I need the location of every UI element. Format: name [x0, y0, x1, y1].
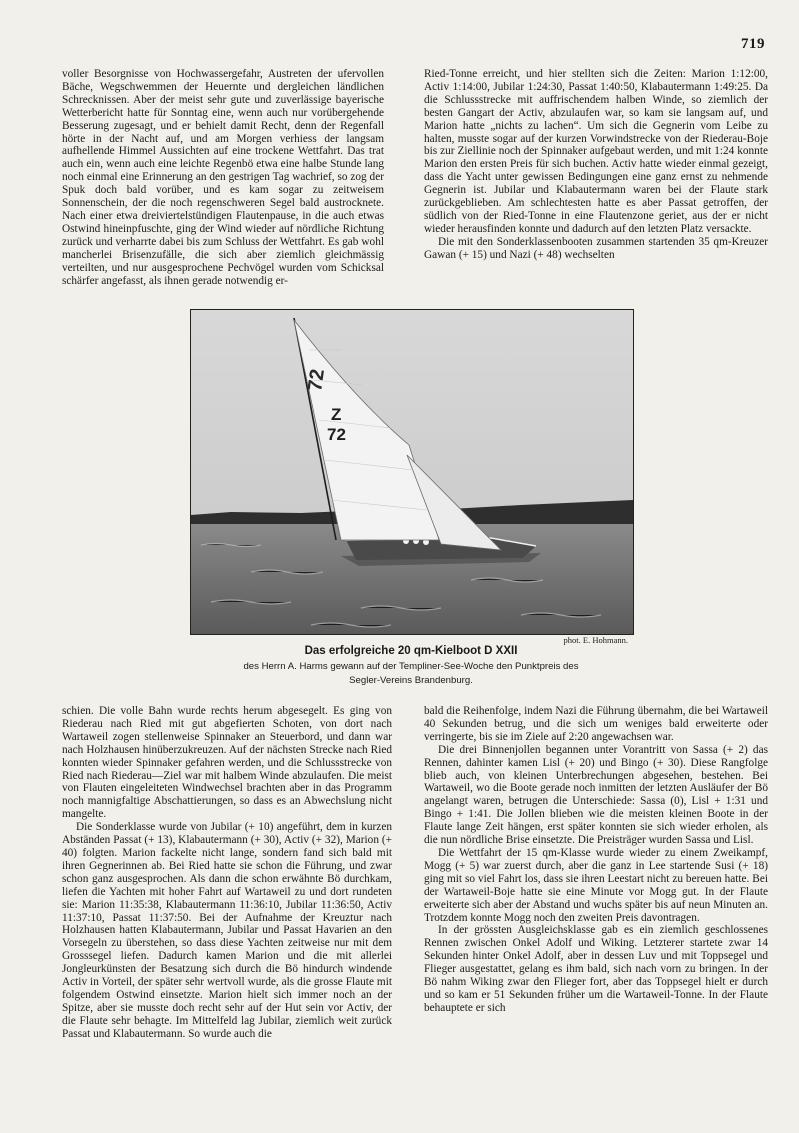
text-column-bottom-left [62, 705, 392, 1041]
caption-title: Das erfolgreiche 20 qm-Kielboot D XXII [304, 645, 518, 657]
paragraph: In der grössten Ausgleichsklasse gab es ein ziemlich geschlossenes Rennen zwischen Onkel Adolf und Wiking. Letzterer startete zwar 14 Sekunden hinter Onkel Adolf, aber in dessen Luv und mit Toppsegel und Flieger ausgestattet, gelang es ihm bald, sich nach vorn zu bringen. In der Bö nahm Wiking zwar den Flieger fort, aber das Toppsegel hielt er durch und so kam er 51 Sekunden früher um die Wartaweil-Tonne. In der Flaute behauptete er sich [424, 924, 768, 1014]
text-column-top-left [62, 68, 384, 287]
paragraph: Die Wettfahrt der 15 qm-Klasse wurde wieder zu einem Zweikampf, Mogg (+ 5) war zuerst durch, aber die ganz in Lee startende Susi (+ 18) ging mit so viel Fahrt los, dass sie ihren Leestart nicht zu bereuen hatte. Bei der Wartaweil-Boje hatte sie eine Minute vor Mogg gut. In der Flaute erweiterte sich aber der Abstand und wuchs später bis auf neun Minuten an. Trotzdem konnte Mogg noch den zweiten Preis davontragen. [424, 846, 768, 924]
paragraph: bald die Reihenfolge, indem Nazi die Führung übernahm, die bei Wartaweil 40 Sekunden betrug, und die sich um weniges bald erweiterte oder verringerte, bis sie im Ziele auf 2:20 angewachsen war. [424, 705, 768, 743]
text-column-bottom-right [424, 705, 768, 1015]
paragraph: Ried-Tonne erreicht, und hier stellten sich die Zeiten: Marion 1:12:00, Activ 1:14:00, Jubilar 1:24:30, Passat 1:40:50, Klabautermann 1:49:25. Da die Schlussstrecke mit auffrischendem halben Winde, so ziemlich der besten Gangart der Activ, abzulaufen war, so kam sie langsam auf, und Marion hatte „nichts zu lachen“. Um sich die Gegnerin vom Leibe zu halten, musste sogar auf der kurzen Vorwindstrecke von der Riederau-Boje bis zur Ziellinie noch der Spinnaker aufgebaut werden, und mit 1:24 konnte Marion den ersten Preis für sich buchen. Activ hatte wieder einmal gezeigt, dass die Yacht unter gewissen Bedingungen eine ganz ernst zu nehmende Gegnerin ist. Jubilar und Klabautermann waren bei der Flaute stark zurückgeblieben. Am schlechtesten hatte es aber Passat getroffen, der südlich von der Ried-Tonne in eine Flautenzone geriet, aus der er nicht wieder herausfinden konnte und dadurch auf den letzten Platz versackte. [424, 68, 768, 235]
paragraph: Die drei Binnenjollen begannen unter Vorantritt von Sassa (+ 2) das Rennen, dahinter kamen Lisl (+ 20) und Bingo (+ 30). Diese Rangfolge blieb auch, von kleinen Unterbrechungen abgesehen, bestehen. Bei Wartaweil, wo die Boote gerade noch inmitten der letzten Ausläufer der Bö angelangt waren, betrugen die Unterschiede: Sassa (0), Lisl + 1:31 und Bingo + 1:41. Die Jollen blieben wie die meisten kleinen Boote in der Flaute lange Zeit hängen, erst später konnten sie sich wieder erholen, als die nun nördliche Brise einsetzte. Die Preisträger wurden Sassa und Lisl. [424, 743, 768, 847]
photo-credit: phot. E. Hohmann. [563, 635, 628, 645]
sailboat-photo [190, 309, 634, 635]
sail-letter: Z [331, 405, 342, 424]
page-number: 719 [741, 36, 765, 52]
caption-line: des Herrn A. Harms gewann auf der Templiner-See-Woche den Punktpreis des [243, 661, 579, 672]
paragraph: Die mit den Sonderklassenbooten zusammen startenden 35 qm-Kreuzer Gawan (+ 15) und Nazi (+ 48) wechselten [424, 235, 768, 261]
paragraph: voller Besorgnisse von Hochwassergefahr, Austreten der ufervollen Bäche, Wegschwemmen der Heuernte und dergleichen ländlichen Schrecknissen. Aber der meist sehr gute und zuverlässige bayerische Wetterbericht hatte für Sonntag eine, wenn auch nur vorübergehende Besserung zugesagt, und er behielt damit Recht, denn der Regenfall hörte in der Nacht auf, und am Morgen verhiess der langsam aufhellende Himmel Aussichten auf eine trockene Wettfahrt. Das trat auch ein, wenn auch eine leichte Regenbö etwa eine halbe Stunde lang noch einmal eine Erinnerung an den gestrigen Tag wachrief, so zog der Spuk doch bald vorüber, und es kam sogar zu zeitweisem Sonnenschein, der die noch regenschweren Segel bald austrocknete. Nach einer etwa dreiviertelstündigen Flautenpause, in die auch etwas Ostwind hineinpfuschte, ging der Wind wieder auf nördliche Richtung zurück und verharrte dabei bis zum Schluss der Wettfahrt. Es gab wohl mancherlei Brisenzufälle, die sich aber ziemlich gleichmässig verteilten, und nur ausgesprochene Pechvögel wurden vom Schicksal schärfer angefasst, als ihnen gerade notwendig er- [62, 68, 384, 287]
svg-text:72: 72 [304, 367, 330, 393]
paragraph: schien. Die volle Bahn wurde rechts herum abgesegelt. Es ging von Riederau nach Ried mit gut abgefierten Schoten, von dort nach Wartaweil zogen stellenweise Spinnaker an Steuerbord, und dann war nach Holzhausen hinüberzukreuzen. Auf der nächsten Strecke nach Ried konnten wieder Spinnaker gefahren werden, und die Schlussstrecke von Ried nach Riederau—Ziel war mit halbem Winde abzulaufen. Die meist von Flauten eingeleiteten Windwechsel brachten aber in das Programm noch mannigfaltige Abschattierungen, so dass es an Abwechslung nicht mangelte. [62, 705, 392, 821]
paragraph: Die Sonderklasse wurde von Jubilar (+ 10) angeführt, dem in kurzen Abständen Passat (+ 13), Klabautermann (+ 30), Activ (+ 32), Marion (+ 40) folgten. Marion fackelte nicht lange, sondern fand sich bald mit ihren Gegnerinnen ab. Bei Ried hatte sie schon die Führung, und zwar schon ganz ausgesprochen. Als dann die schon erwähnte Bö durchkam, liefen die Yachten mit hoher Fahrt auf Wartaweil zu und dort rundeten sie: Marion 11:35:38, Klabautermann 11:36:10, Jubilar 11:36:50, Activ 11:37:10, Passat 11:37:50. Bei der Aufnahme der Kreuztur nach Holzhausen hatten Klabautermann, Jubilar und Passat Havarien an den Vorsegeln zu überstehen, so dass diese Yachten zeitweise nur mit dem Grosssegel liefen. Dadurch kamen Marion und die mit allerlei Jongleurkünsten der Besatzung sich durch die Bö hindurch windende Activ in Vorteil, der später sehr wertvoll wurde, als die grosse Flaute mit folgendem Ostwind einsetzte. Marion hielt sich immer noch an der Spitze, aber sie musste doch recht sehr auf der Hut sein vor Activ, der die Flaute sehr behagte. Im Mittelfeld lag Jubilar, ziemlich weit zurück Passat und Klabautermann. So wurde auch die [62, 821, 392, 1040]
text-column-top-right [424, 68, 768, 262]
caption-subtitle [200, 660, 622, 688]
caption-line: Segler-Vereins Brandenburg. [349, 675, 473, 686]
sail-number: 72 [327, 425, 346, 444]
